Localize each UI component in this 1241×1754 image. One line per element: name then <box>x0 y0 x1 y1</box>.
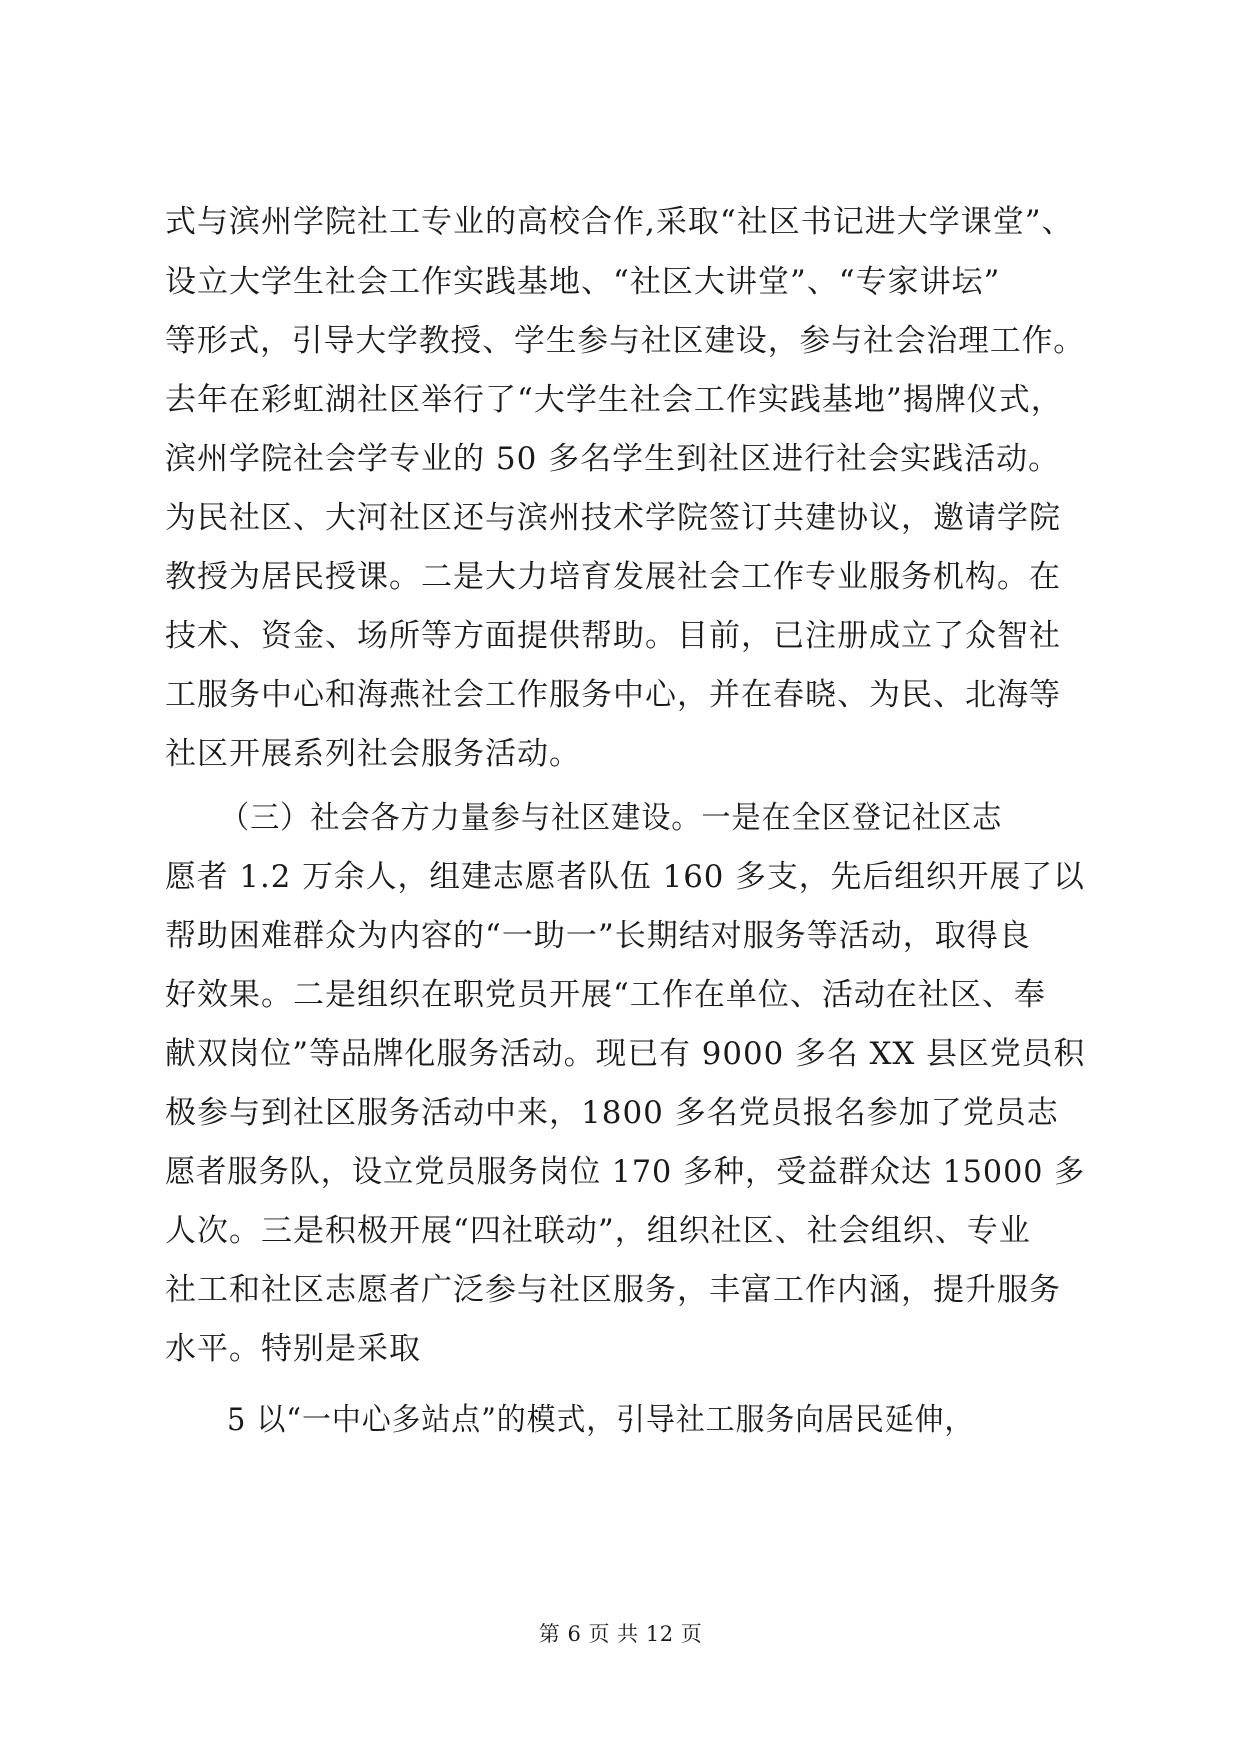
page-number-footer: 第 6 页 共 12 页 <box>538 1622 703 1646</box>
text-line: 极参与到社区服务活动中来，1800 多名党员报名参加了党员志 <box>165 1095 1059 1131</box>
text-line: 社区开展系列社会服务活动。 <box>165 736 581 772</box>
text-line: 为民社区、大河社区还与滨州技术学院签订共建协议，邀请学院 <box>165 500 1061 536</box>
text-line: 等形式，引导大学教授、学生参与社区建设，参与社会治理工作。 <box>165 323 1086 359</box>
text-line: 献双岗位”等品牌化服务活动。现已有 9000 多名 XX 县区党员积 <box>165 1036 1086 1072</box>
text-line: 帮助困难群众为内容的“一助一”长期结对服务等活动，取得良 <box>165 918 1031 954</box>
text-line: 去年在彩虹湖社区举行了“大学生社会工作实践基地”揭牌仪式， <box>165 382 1063 418</box>
text-line: 技术、资金、场所等方面提供帮助。目前，已注册成立了众智社 <box>165 618 1061 654</box>
text-line: 滨州学院社会学专业的 50 多名学生到社区进行社会实践活动。 <box>165 441 1061 477</box>
paragraph-first-line: （三）社会各方力量参与社区建设。一是在全区登记社区志 <box>220 800 1003 836</box>
text-line: 工服务中心和海燕社会工作服务中心，并在春晓、为民、北海等 <box>165 677 1061 713</box>
text-line: 教授为居民授课。二是大力培育发展社会工作专业服务机构。在 <box>165 559 1061 595</box>
text-line: 水平。特别是采取 <box>165 1331 421 1367</box>
text-line: 人次。三是积极开展“四社联动”，组织社区、社会组织、专业 <box>165 1213 1031 1249</box>
text-line: 愿者服务队，设立党员服务岗位 170 多种，受益群众达 15000 多 <box>165 1154 1086 1190</box>
text-line: 设立大学生社会工作实践基地、“社区大讲堂”、“专家讲坛” <box>165 264 1001 300</box>
text-line: 式与滨州学院社工专业的高校合作,采取“社区书记进大学课堂”、 <box>165 204 1074 240</box>
text-line: 愿者 1.2 万余人，组建志愿者队伍 160 多支，先后组织开展了以 <box>165 859 1085 895</box>
text-line: 社工和社区志愿者广泛参与社区服务，丰富工作内涵，提升服务 <box>165 1272 1061 1308</box>
paragraph-first-line: 5 以“一中心多站点”的模式，引导社工服务向居民延伸， <box>227 1402 975 1438</box>
text-line: 好效果。二是组织在职党员开展“工作在单位、活动在社区、奉 <box>165 977 1046 1013</box>
